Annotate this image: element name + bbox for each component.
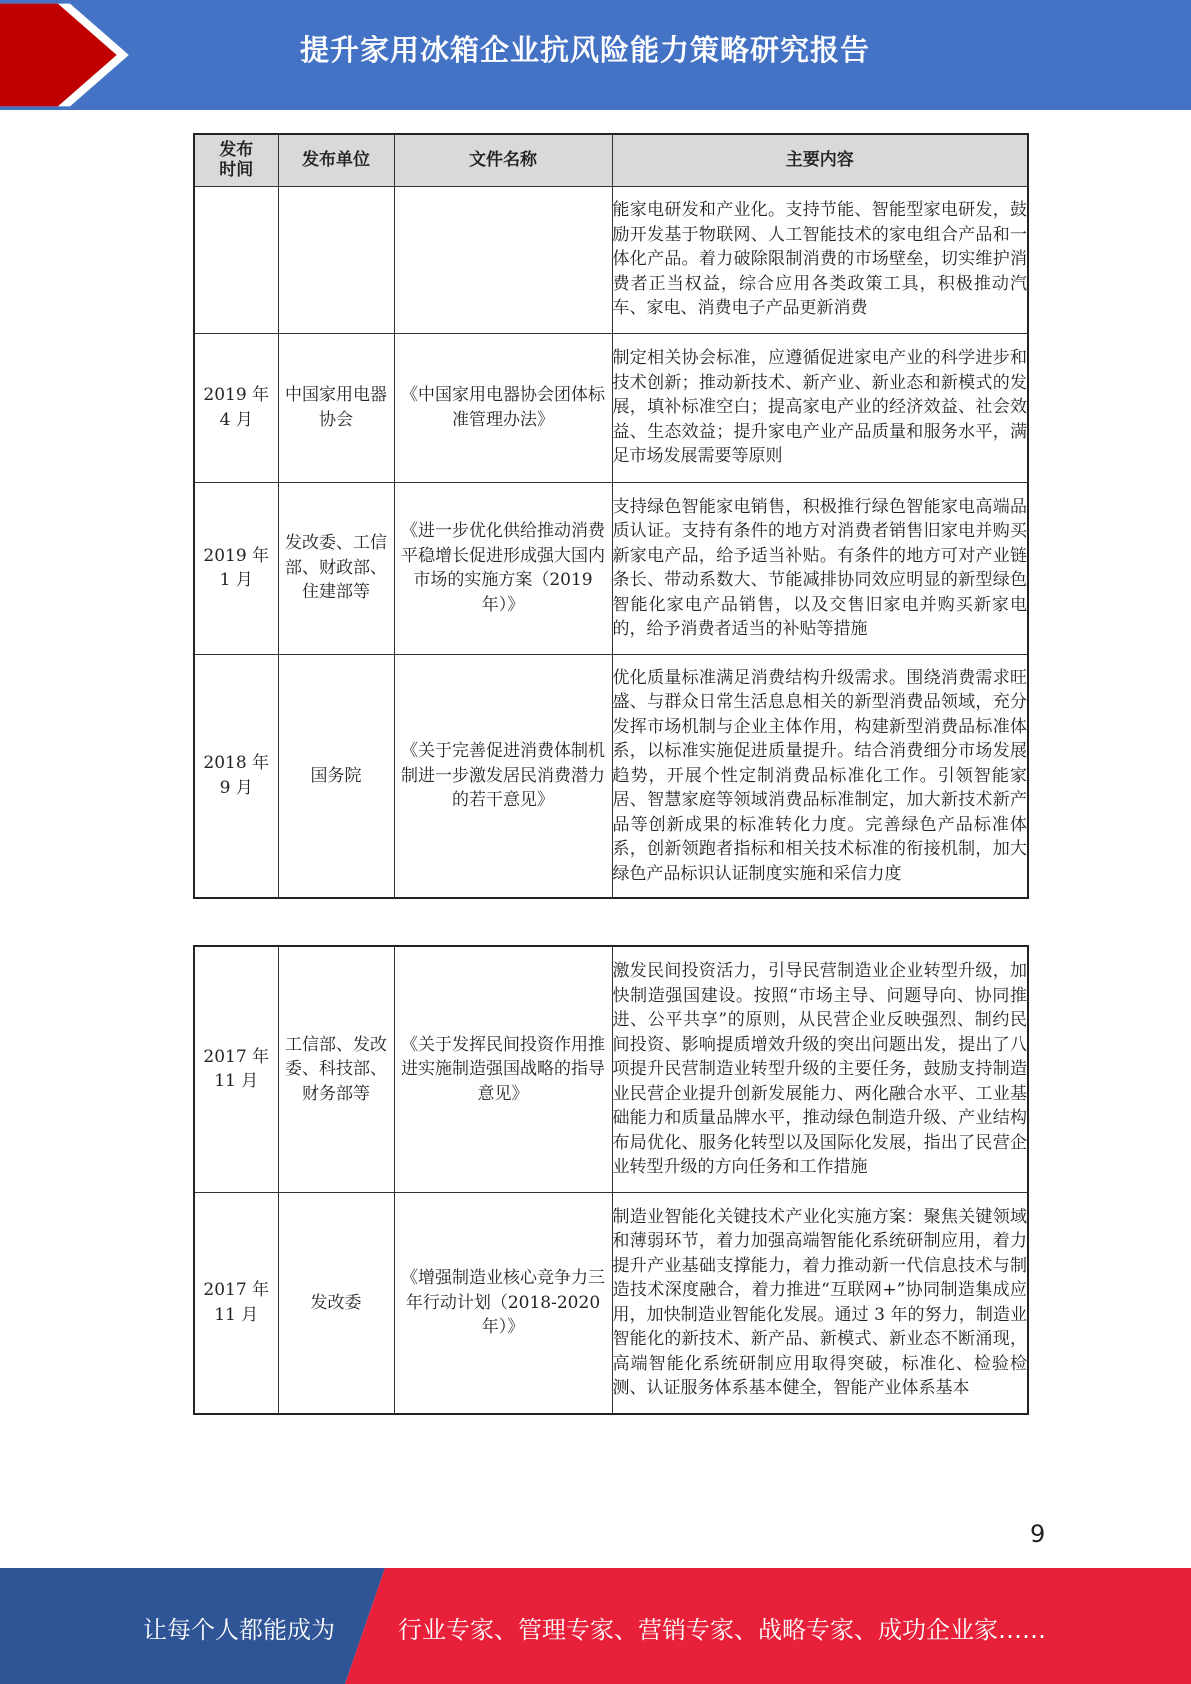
time-month: 4 月 <box>219 409 253 430</box>
cell-document: 《关于完善促进消费体制机制进一步激发居民消费潜力的若干意见》 <box>394 654 612 898</box>
table-row <box>194 946 1028 1192</box>
time-month: 9 月 <box>219 777 253 798</box>
cell-content: 能家电研发和产业化。支持节能、智能型家电研发，鼓励开发基于物联网、人工智能技术的家电组合产品和一体化产品。着力破除限制消费的市场壁垒，切实维护消费者正当权益，综合应用各类政策工具，积极推动汽车、家电、消费电子产品更新消费 <box>612 186 1028 333</box>
table-row <box>194 186 1028 333</box>
header-publish-unit: 发布单位 <box>278 134 394 186</box>
header-publish-time <box>194 134 278 186</box>
cell-unit <box>278 186 394 333</box>
time-year: 2019 年 <box>203 385 270 405</box>
cell-content: 激发民间投资活力，引导民营制造业企业转型升级，加快制造强国建设。按照“市场主导、问题导向、协同推进、公平共享”的原则，从民营企业反映强烈、制约民间投资、影响提质增效升级的突出问题出发，提出了八项提升民营制造业转型升级的主要任务，鼓励支持制造业民营企业提升创新发展能力、两化融合水平、工业基础能力和质量品牌水平，推动绿色制造升级、产业结构布局优化、服务化转型以及国际化发展，指出了民营企业转型升级的方向任务和工作措施 <box>612 946 1028 1192</box>
footer-banner <box>0 1568 1191 1684</box>
cell-time <box>194 482 278 654</box>
table-row <box>194 482 1028 654</box>
cell-content: 优化质量标准满足消费结构升级需求。围绕消费需求旺盛、与群众日常生活息息相关的新型消费品领域，充分发挥市场机制与企业主体作用，构建新型消费品标准体系，以标准实施促进质量提升。结合消费细分市场发展趋势，开展个性定制消费品标准化工作。引领智能家居、智慧家庭等领域消费品标准制定，加大新技术新产品等创新成果的标准转化力度。完善绿色产品标准体系，创新领跑者指标和相关技术标准的衔接机制，加大绿色产品标识认证制度实施和采信力度 <box>612 654 1028 898</box>
cell-content: 制造业智能化关键技术产业化实施方案：聚焦关键领域和薄弱环节，着力加强高端智能化系统研制应用，着力提升产业基础支撑能力，着力推动新一代信息技术与制造技术深度融合，着力推进“互联网+”协同制造集成应用，加快制造业智能化发展。通过 3 年的努力，制造业智能化的新技术、新产品、新模式、新业态不断涌现，高端智能化系统研制应用取得突破，标准化、检验检测、认证服务体系基本健全，智能产业体系基本 <box>612 1192 1028 1414</box>
cell-unit: 中国家用电器协会 <box>278 333 394 482</box>
table-header-row <box>194 134 1028 186</box>
cell-document <box>394 186 612 333</box>
time-month: 1 月 <box>219 570 253 590</box>
time-year: 2019 年 <box>203 545 270 566</box>
cell-content: 支持绿色智能家电销售，积极推行绿色智能家电高端品质认证。支持有条件的地方对消费者销售旧家电并购买新家电产品，给予适当补贴。有条件的地方可对产业链条长、带动系数大、节能减排协同效应明显的新型绿色智能化家电产品销售，以及交售旧家电并购买新家电的，给予消费者适当的补贴等措施 <box>612 482 1028 654</box>
cell-time <box>194 654 278 898</box>
header-time-line1: 发布 <box>219 140 254 161</box>
cell-time <box>194 333 278 482</box>
header-time-line2: 时间 <box>219 160 254 181</box>
footer-slogan-left: 让每个人都能成为 <box>143 1616 335 1644</box>
cell-time <box>194 946 278 1192</box>
header-banner <box>0 0 1191 110</box>
time-month: 11 月 <box>214 1304 259 1325</box>
table-row <box>194 333 1028 482</box>
header-chevron-graphic <box>0 0 140 110</box>
cell-unit: 工信部、发改委、科技部、财务部等 <box>278 946 394 1192</box>
page-number: 9 <box>1030 1520 1046 1548</box>
cell-document: 《增强制造业核心竞争力三年行动计划（2018-2020 年）》 <box>394 1192 612 1414</box>
cell-unit: 发改委、工信部、财政部、住建部等 <box>278 482 394 654</box>
policy-table-part-1 <box>193 133 1029 899</box>
time-year: 2018 年 <box>203 753 270 774</box>
cell-time <box>194 186 278 333</box>
cell-document: 《中国家用电器协会团体标准管理办法》 <box>394 333 612 482</box>
time-year: 2017 年 <box>203 1046 270 1067</box>
policy-table-part-2 <box>193 945 1029 1415</box>
cell-time <box>194 1192 278 1414</box>
cell-document: 《关于发挥民间投资作用推进实施制造强国战略的指导意见》 <box>394 946 612 1192</box>
cell-content: 制定相关协会标准，应遵循促进家电产业的科学进步和技术创新；推动新技术、新产业、新业态和新模式的发展，填补标准空白；提高家电产业的经济效益、社会效益、生态效益；提升家电产业产品质量和服务水平，满足市场发展需要等原则 <box>612 333 1028 482</box>
header-main-content: 主要内容 <box>612 134 1028 186</box>
document-title: 提升家用冰箱企业抗风险能力策略研究报告 <box>300 33 871 67</box>
time-month: 11 月 <box>214 1071 259 1092</box>
table-row <box>194 1192 1028 1414</box>
table-row <box>194 654 1028 898</box>
cell-document: 《进一步优化供给推动消费平稳增长促进形成强大国内市场的实施方案（2019 年）》 <box>394 482 612 654</box>
header-document-name: 文件名称 <box>394 134 612 186</box>
footer-slogan-right: 行业专家、管理专家、营销专家、战略专家、成功企业家…… <box>398 1616 1046 1644</box>
cell-unit: 国务院 <box>278 654 394 898</box>
cell-unit: 发改委 <box>278 1192 394 1414</box>
time-year: 2017 年 <box>203 1280 270 1301</box>
